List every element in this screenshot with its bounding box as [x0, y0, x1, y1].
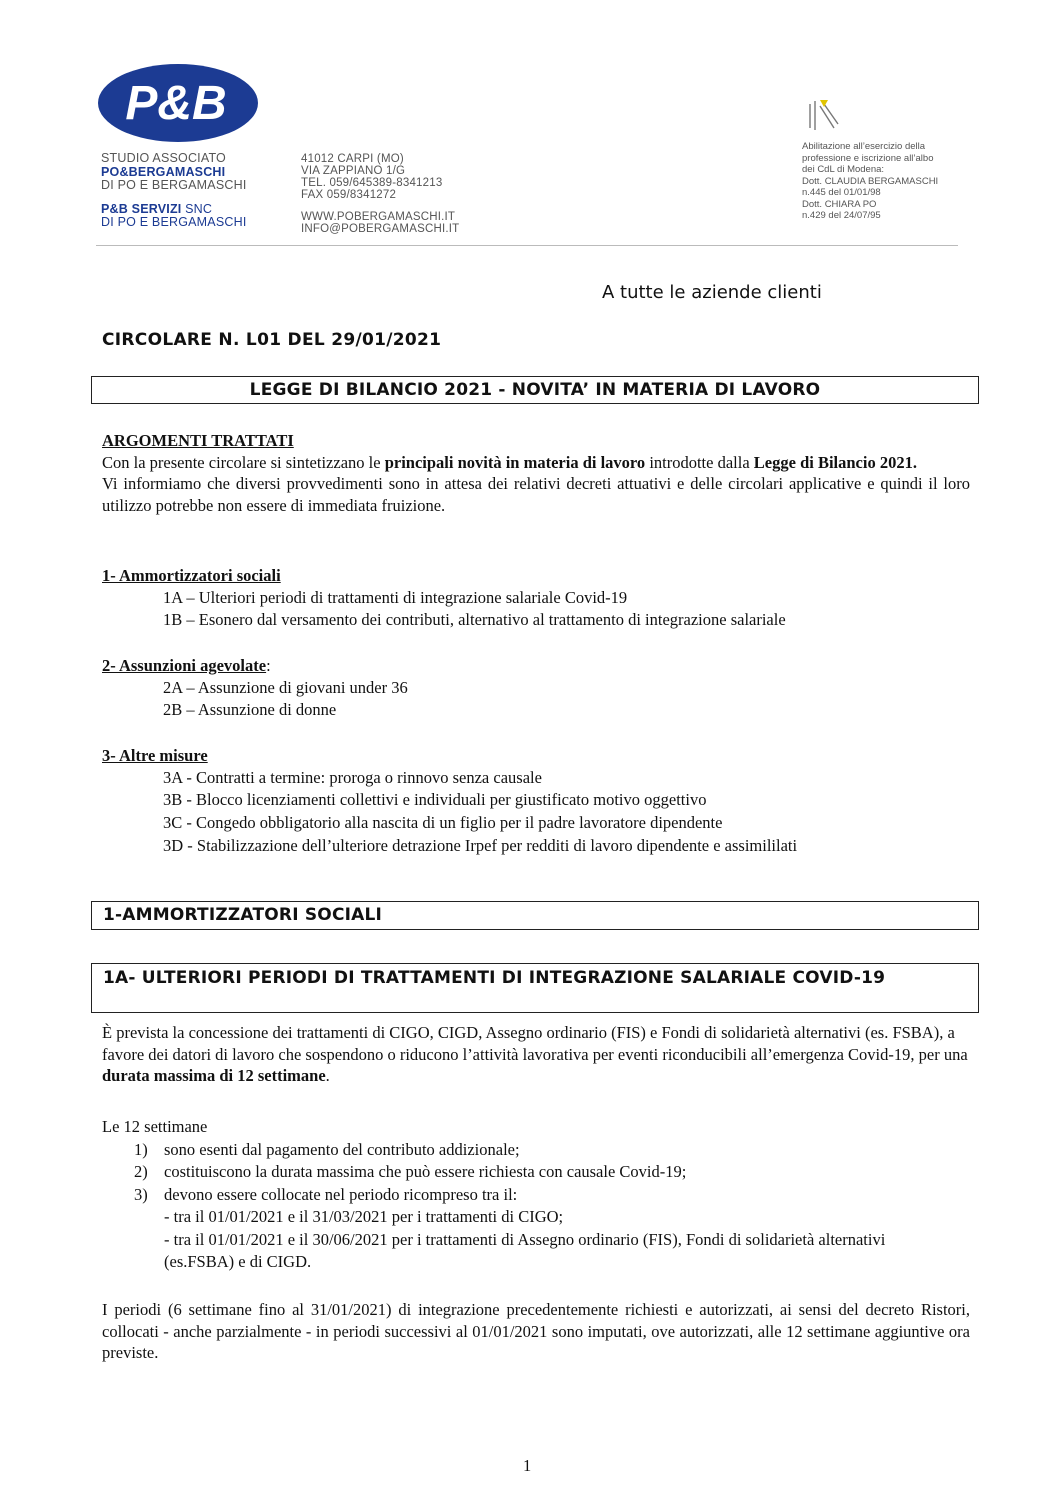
address-line: 41012 CARPI (MO)	[301, 153, 404, 165]
toc-item: 2A – Assunzione di giovani under 36	[163, 677, 408, 697]
toc-heading: 2- Assunzioni agevolate	[102, 656, 267, 675]
pb-logo	[96, 62, 261, 144]
list-intro: Le 12 settimane	[102, 1117, 208, 1136]
credential-line: professione e iscrizione all’albo	[802, 152, 934, 164]
argomenti-section	[102, 430, 970, 516]
toc-heading: 1- Ammortizzatori sociali	[102, 566, 281, 585]
fax-line: FAX 059/8341272	[301, 189, 397, 201]
toc-group-3	[102, 745, 797, 857]
subsection-1a-title-box: 1A- ULTERIORI PERIODI DI TRATTAMENTI DI INTEGRAZIONE SALARIALE COVID-19	[91, 963, 979, 1013]
toc-item: 3B - Blocco licenziamenti collettivi e individuali per giustificato motivo oggettivo	[163, 790, 707, 810]
toc-item: 3D - Stabilizzazione dell’ulteriore detrazione Irpef per redditi di lavoro dipendente e assimililati	[163, 835, 798, 855]
list-item: 3) devono essere collocate nel periodo ricompreso tra il:	[134, 1184, 518, 1204]
toc-heading: 3- Altre misure	[102, 746, 208, 765]
list-item: 2) costituiscono la durata massima che può essere richiesta con causale Covid-19;	[134, 1162, 687, 1181]
toc-item: 2B – Assunzione di donne	[163, 700, 337, 720]
servizi-line-1: P&B SERVIZI SNC	[101, 201, 213, 216]
settimane-list	[102, 1116, 970, 1274]
toc-group-1	[102, 565, 786, 632]
studio-block	[101, 152, 247, 230]
toc-item: 1B – Esonero dal versamento dei contributi, alternativo al trattamento di integrazione salariale	[163, 610, 786, 630]
phone-line: TEL. 059/645389-8341213	[301, 177, 443, 189]
period-item: - tra il 01/01/2021 e il 30/06/2021 per i trattamenti di Assegno ordinario (FIS), Fondi di solidarietà alternativi (es.FSBA) e di CIGD.	[164, 1229, 886, 1271]
credentials-block	[802, 141, 938, 222]
address-line: VIA ZAPPIANO 1/G	[301, 165, 406, 177]
studio-line-2: PO&BERGAMASCHI	[101, 164, 226, 179]
page-number: 1	[523, 1456, 532, 1475]
toc-group-2: 2- Assunzioni agevolate: 2A – Assunzione di giovani under 36 2B – Assunzione di donne	[102, 655, 408, 722]
section-1a-paragraph-2: I periodi (6 settimane fino al 31/01/2021) di integrazione precedentemente richiesti e autorizzati, ai sensi del decreto Ristori, collocati - anche parzialmente - in periodi successivi al 01/01/2021 sono imputati, ove autorizzati, alle 12 settimane aggiuntive ora previste.	[102, 1300, 970, 1362]
credential-line: Dott. CHIARA PO	[802, 198, 877, 210]
logo-text: P&B	[125, 77, 227, 130]
list-item: 1) sono esenti dal pagamento del contributo addizionale;	[134, 1139, 520, 1159]
section-1-title-box: 1-AMMORTIZZATORI SOCIALI	[91, 901, 979, 930]
credential-line: Abilitazione all’esercizio della	[802, 141, 926, 152]
address-block	[301, 153, 459, 235]
argomenti-heading: ARGOMENTI TRATTATI	[102, 431, 294, 450]
credential-line: dei CdL di Modena:	[802, 164, 885, 175]
recipient-line: A tutte le aziende clienti	[602, 282, 822, 303]
credential-line: n.445 del 01/01/98	[802, 187, 881, 198]
toc-item: 3C - Congedo obbligatorio alla nascita di un figlio per il padre lavoratore dipendente	[163, 812, 723, 832]
period-item: - tra il 01/01/2021 e il 31/03/2021 per i trattamenti di CIGO;	[164, 1207, 564, 1226]
studio-line-3: DI PO E BERGAMASCHI	[101, 178, 247, 192]
credential-line: Dott. CLAUDIA BERGAMASCHI	[802, 175, 939, 187]
argomenti-paragraph-1: Con la presente circolare si sintetizzano le principali novità in materia di lavoro introdotte dalla Legge di Bilancio 2021.	[102, 452, 917, 472]
email-link[interactable]: INFO@POBERGAMASCHI.IT	[301, 223, 460, 235]
header-divider	[96, 245, 958, 246]
credential-line: n.429 del 24/07/95	[802, 210, 881, 221]
toc-item: 3A - Contratti a termine: proroga o rinnovo senza causale	[163, 767, 542, 787]
studio-line-1: STUDIO ASSOCIATO	[101, 151, 226, 165]
argomenti-paragraph-2: Vi informiamo che diversi provvedimenti sono in attesa dei relativi decreti attuativi e delle circolari applicative e quindi il loro utilizzo potrebbe non essere di immediata fruizione.	[102, 474, 970, 515]
section-1a-paragraph-1: È prevista la concessione dei trattamenti di CIGO, CIGD, Assegno ordinario (FIS) e Fondi di solidarietà alternativi (es. FSBA), a favore dei datori di lavoro che sospendono o riducono l’attività lavorativa per eventi riconducibili all’emergenza Covid-19, per una durata massima di 12 settimane.	[102, 1023, 968, 1085]
toc-item: 1A – Ulteriori periodi di trattamenti di integrazione salariale Covid-19	[163, 587, 628, 607]
circolare-title: CIRCOLARE N. L01 DEL 29/01/2021	[102, 330, 442, 350]
main-title-box: LEGGE DI BILANCIO 2021 - NOVITA’ IN MATERIA DI LAVORO	[91, 376, 979, 404]
servizi-line-2: DI PO E BERGAMASCHI	[101, 215, 247, 229]
website-link[interactable]: WWW.POBERGAMASCHI.IT	[301, 211, 456, 223]
cdl-logo-icon	[804, 98, 842, 136]
